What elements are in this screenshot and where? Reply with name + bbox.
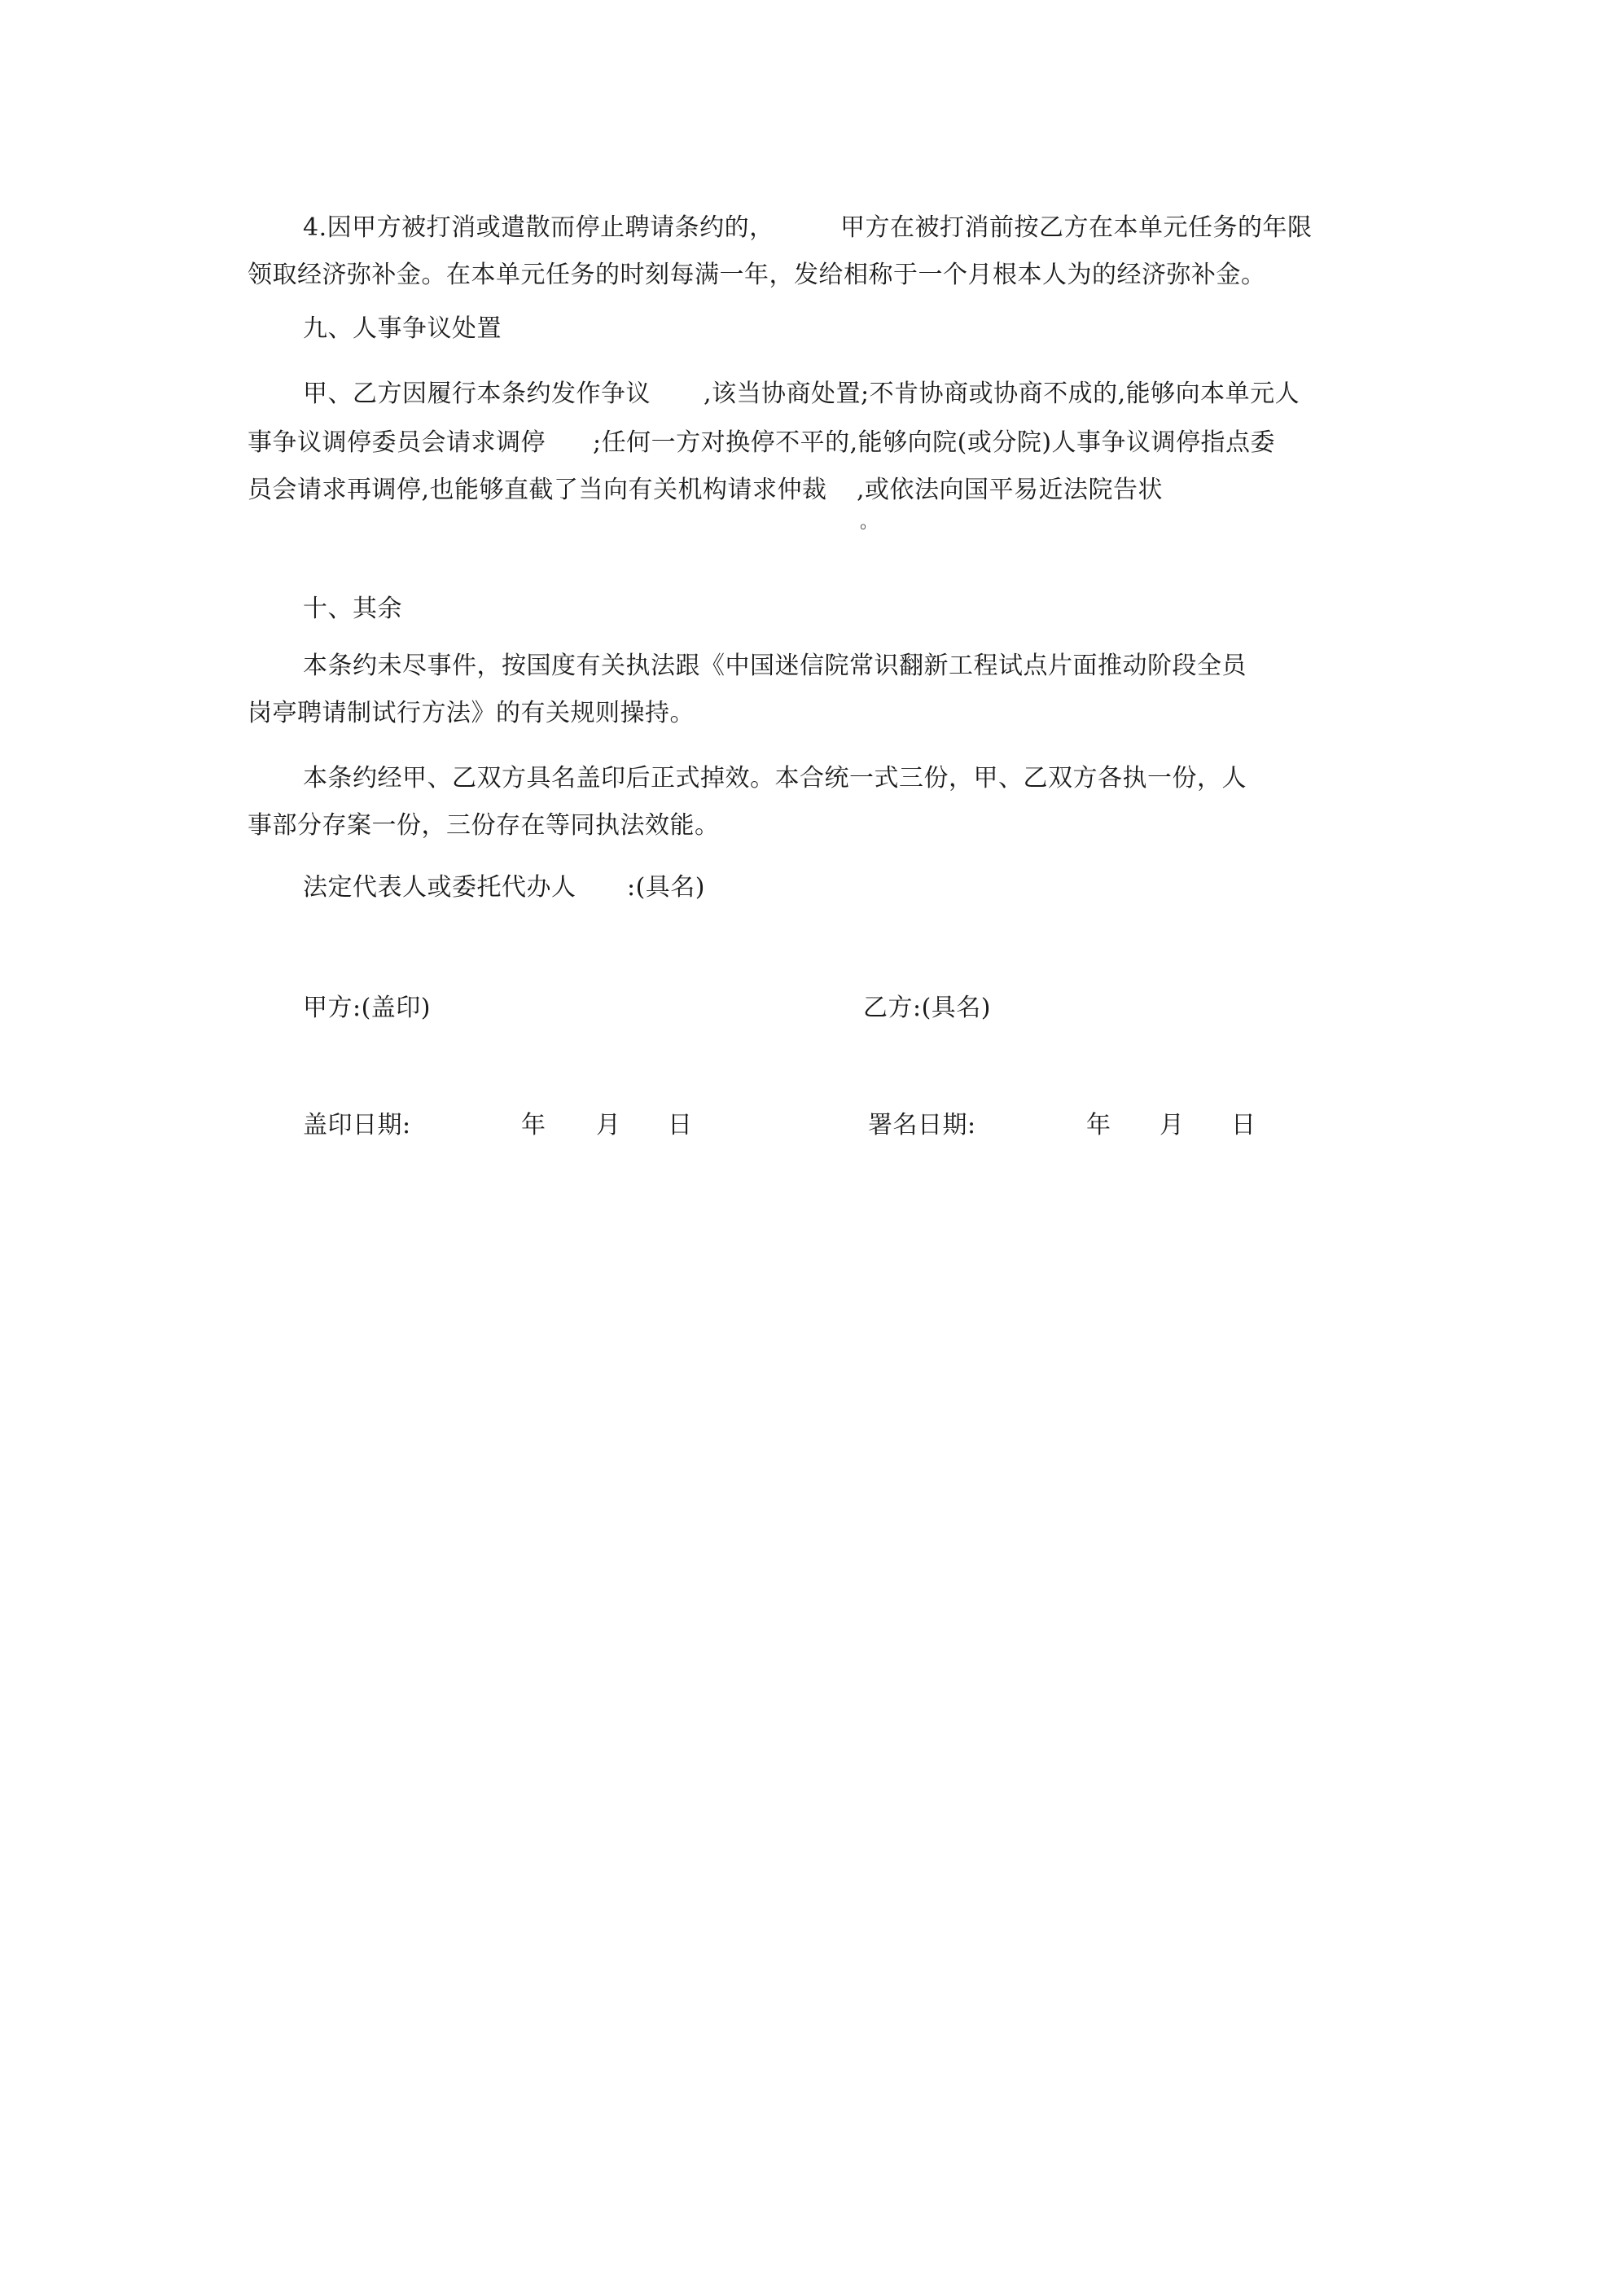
section10-heading: 十、其余: [303, 595, 402, 623]
section10-para1-line2: 岗亭聘请制试行方法》的有关规则操持。: [248, 699, 695, 727]
section9-line3-a: 员会请求再调停,也能够直截了当向有关机构请求仲裁: [248, 476, 827, 504]
section9-line2-a: 事争议调停委员会请求调停: [248, 428, 546, 457]
seal-date-month: 月: [596, 1111, 621, 1139]
section9-line3-b: ,或依法向国平易近法院告状: [857, 476, 1164, 504]
section9-line1-b: ,该当协商处置;不肯协商或协商不成的,能够向本单元人: [704, 380, 1300, 408]
sign-date-label: 署名日期:: [868, 1111, 976, 1139]
item4-line1-a: 4.因甲方被打消或遣散而停止聘请条约的，: [303, 213, 774, 242]
section10-para2-line1: 本条约经甲、乙双方具名盖印后正式掉效。本合统一式三份，甲、乙双方各执一份，人: [303, 764, 1247, 792]
section9-line1-a: 甲、乙方因履行本条约发作争议: [303, 380, 651, 408]
representative-label: 法定代表人或委托代办人: [303, 873, 576, 902]
item4-line1-b: 甲方在被打消前按乙方在本单元任务的年限: [840, 213, 1313, 242]
seal-date-day: 日: [668, 1111, 693, 1139]
item4-line2: 领取经济弥补金。在本单元任务的时刻每满一年，发给相称于一个月根本人为的经济弥补金。: [248, 261, 1266, 289]
sign-date-month: 月: [1160, 1111, 1185, 1139]
section10-para2-line2: 事部分存案一份，三份存在等同执法效能。: [248, 811, 720, 840]
seal-date-year: 年: [521, 1111, 546, 1139]
sign-date-year: 年: [1086, 1111, 1111, 1139]
section9-line2-b: ;任何一方对换停不平的,能够向院(或分院)人事争议调停指点委: [593, 428, 1276, 457]
party-a-label: 甲方:(盖印): [303, 994, 432, 1022]
seal-date-label: 盖印日期:: [303, 1111, 411, 1139]
section9-line4: 。: [860, 512, 879, 533]
sign-date-day: 日: [1231, 1111, 1256, 1139]
representative-sign: :(具名): [627, 873, 706, 902]
party-b-label: 乙方:(具名): [863, 994, 992, 1022]
section9-heading: 九、人事争议处置: [303, 314, 502, 343]
section10-para1-line1: 本条约未尽事件，按国度有关执法跟《中国迷信院常识翻新工程试点片面推动阶段全员: [303, 652, 1247, 680]
